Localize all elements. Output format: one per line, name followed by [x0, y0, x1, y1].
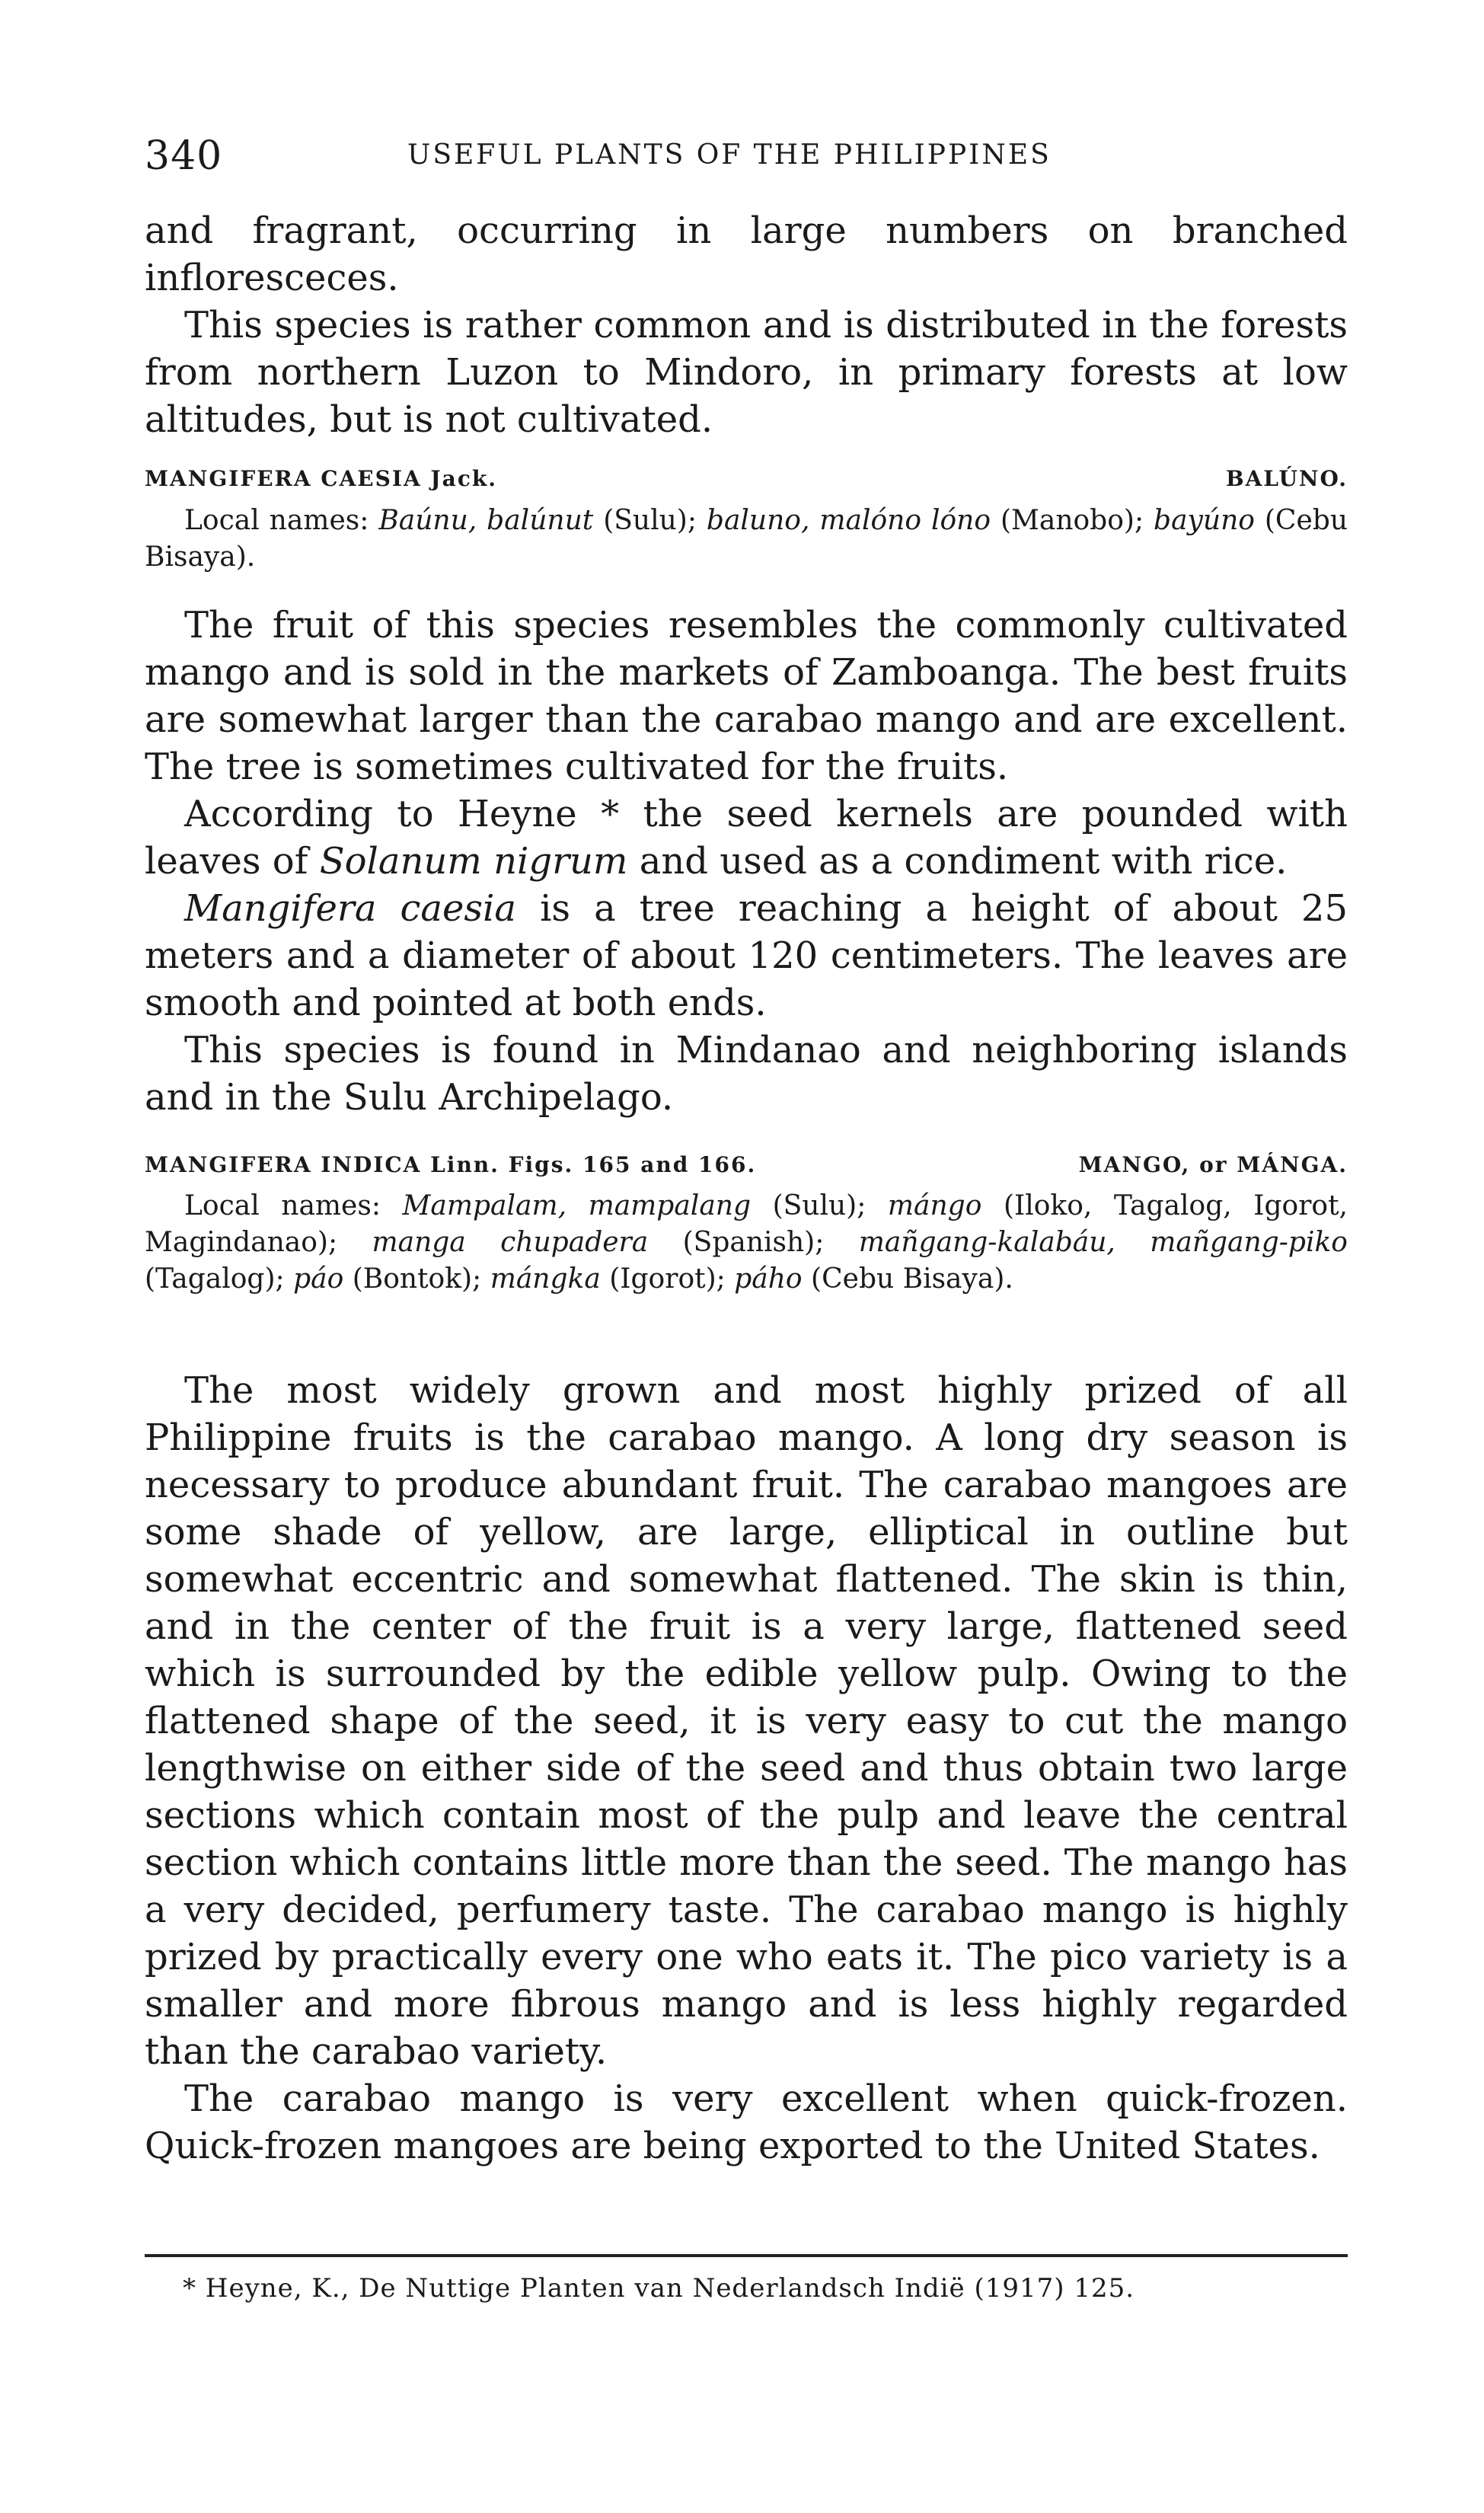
local-name-region: (Manobo);: [1000, 505, 1144, 536]
common-name: MANGO, or MÁNGA.: [1078, 1152, 1348, 1177]
local-name-region: (Spanish);: [682, 1227, 825, 1258]
indica-paragraph-1: The most widely grown and most highly prized of all Philippine fruits is the carabao mango. A long dry season is necessary to produce abundant fruit. The carabao mangoes are some shade of yellow, are large, elliptical in outline but somewhat eccentric and somewhat flattened. The skin is thin, and in the center of the fruit is a very large, flattened seed which is surrounded by the edible yellow pulp. Owing to the flattened shape of the seed, it is very easy to cut the mango lengthwise on either side of the seed and thus obtain two large sections which contain most of the pulp and leave the central section which contains little more than the seed. The mango has a very decided, perfumery taste. The carabao mango is highly prized by practically every one who eats it. The pico variety is a smaller and more fibrous mango and is less highly regarded than the carabao variety.: [145, 1369, 1348, 2073]
page-number: 340: [145, 133, 223, 179]
local-name-region: (Bontok);: [352, 1263, 482, 1295]
local-name-region: (Tagalog);: [145, 1263, 285, 1295]
local-names-label: Local names:: [184, 1190, 381, 1221]
local-name-region: (Igorot);: [609, 1263, 726, 1295]
intro-section: [145, 207, 1348, 443]
page-header: [145, 133, 1363, 187]
common-name: BALÚNO.: [1225, 466, 1348, 491]
species-heading-caesia: [145, 466, 1348, 491]
caesia-paragraph-3: Mangifera caesia is a tree reaching a height of about 25 meters and a diameter of about 120 centimeters. The leaves are smooth and pointed at both ends.: [145, 887, 1348, 1024]
indica-description: [145, 1367, 1348, 2170]
local-name: bayúno: [1154, 505, 1255, 536]
species-name: MANGIFERA CAESIA Jack.: [145, 466, 498, 491]
local-name: páo: [293, 1263, 344, 1295]
local-names-caesia: [145, 503, 1348, 576]
footnote-divider: [145, 2254, 1348, 2257]
local-name: mángo: [887, 1190, 982, 1221]
local-name-region: (Sulu);: [603, 505, 697, 536]
local-name-region: (Cebu Bisaya).: [811, 1263, 1013, 1295]
running-title: USEFUL PLANTS OF THE PHILIPPINES: [407, 139, 1052, 171]
local-name: mañgang-kalabáu, mañgang-piko: [858, 1227, 1348, 1258]
intro-paragraph-2: This species is rather common and is distributed in the forests from northern Luzon to Mindoro, in primary forests at low altitudes, but is not cultivated.: [145, 304, 1348, 441]
local-names-indica: [145, 1188, 1348, 1298]
local-name-region: (Iloko, Tagalog, Igorot, Magindanao);: [145, 1190, 1348, 1258]
local-name-region: (Sulu);: [772, 1190, 866, 1221]
caesia-paragraph-1: The fruit of this species resembles the commonly cultivated mango and is sold in the markets of Zamboanga. The best fruits are somewhat larger than the carabao mango and are excellent. The tree is sometimes cultivated for the fruits.: [145, 604, 1348, 788]
local-name: Baúnu, balúnut: [378, 505, 594, 536]
local-name-region: (Cebu Bisaya).: [145, 505, 1348, 573]
indica-paragraph-2: The carabao mango is very excellent when quick-frozen. Quick-frozen mangoes are being exported to the United States.: [145, 2077, 1348, 2167]
local-names-label: Local names:: [184, 505, 369, 536]
local-name: manga chupadera: [372, 1227, 649, 1258]
intro-paragraph-1: and fragrant, occurring in large numbers on branched infloresceces.: [145, 209, 1348, 299]
caesia-paragraph-4: This species is found in Mindanao and neighboring islands and in the Sulu Archipelago.: [145, 1029, 1348, 1119]
scientific-name: Solanum nigrum: [319, 840, 628, 883]
local-name: baluno, malóno lóno: [706, 505, 991, 536]
caesia-description: [145, 602, 1348, 1121]
scientific-name: Mangifera caesia: [184, 887, 517, 930]
caesia-paragraph-2: According to Heyne * the seed kernels are pounded with leaves of Solanum nigrum and used as a condiment with rice.: [145, 793, 1348, 883]
local-name: mángka: [490, 1263, 601, 1295]
species-name: MANGIFERA INDICA Linn. Figs. 165 and 166.: [145, 1152, 757, 1177]
local-name: páho: [734, 1263, 803, 1295]
species-heading-indica: [145, 1152, 1348, 1177]
footnote: * Heyne, K., De Nuttige Planten van Nederlandsch Indië (1917) 125.: [183, 2273, 1135, 2304]
local-name: Mampalam, mampalang: [402, 1190, 752, 1221]
